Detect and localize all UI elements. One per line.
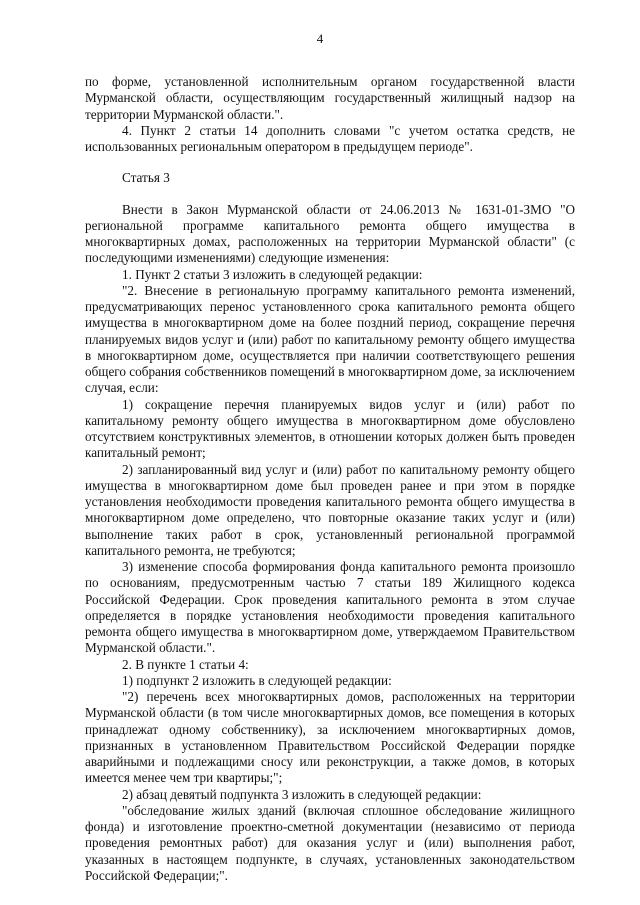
paragraph-subitem-2: 2) запланированный вид услуг и (или) работ по капитальному ремонту общего имущества в многоквартирном доме был проведен ранее и при этом в порядке установления необходимости проведения капитального ремонта общего имущества в многоквартирном доме определено, что повторные оказание таких услуг и (или) выполнение таких работ в срок, установленный региональной программой капитального ремонта, не требуются; [85, 461, 575, 558]
paragraph-subitem-2-1: 1) подпункт 2 изложить в следующей редакции: [122, 672, 392, 688]
page-number: 4 [316, 31, 324, 46]
paragraph-quote-survey: "обследование жилых зданий (включая сплошное обследование жилищного фонда) и изготовление проектно-сметной документации (независимо от периода проведения ремонтных работ) для оказания услуг и (или) выполнения работ, указанных в настоящем подпункте, в случаях, установленных законодательством Российской Федерации;". [85, 802, 575, 883]
document-body [85, 74, 575, 884]
paragraph-subitem-1: 1) сокращение перечня планируемых видов услуг и (или) работ по капитальному ремонту общего имущества в многоквартирном доме обусловлено отсутствием конструктивных элементов, в отношении которых должен быть проведен капитальный ремонт; [85, 396, 575, 461]
paragraph-intro: Внести в Закон Мурманской области от 24.06.2013 № 1631-01-ЗМО "О региональной программе капитального ремонта общего имущества в многоквартирных домах, расположенных на территории Мурманской области" (с последующими изменениями) следующие изменения: [85, 201, 575, 266]
paragraph-item-1: 1. Пункт 2 статьи 3 изложить в следующей редакции: [122, 266, 423, 282]
paragraph-continuation: по форме, установленной исполнительным органом государственной власти Мурманской области, осуществляющим государственный жилищный надзор на территории Мурманской области.". [85, 74, 575, 122]
paragraph-subitem-3: 3) изменение способа формирования фонда капитального ремонта произошло по основаниям, предусмотренным частью 7 статьи 189 Жилищного кодекса Российской Федерации. Срок проведения капитального ремонта в этом случае определяется в порядке установления необходимости проведения капитального ремонта общего имущества в многоквартирном доме, утверждаемом Правительством Мурманской области.". [85, 559, 575, 656]
paragraph-item-2: 2. В пункте 1 статьи 4: [122, 656, 249, 672]
paragraph-item-4: 4. Пункт 2 статьи 14 дополнить словами "с учетом остатка средств, не использованных региональным оператором в предыдущем периоде". [85, 122, 575, 154]
paragraph-subitem-2-2: 2) абзац девятый подпункта 3 изложить в следующей редакции: [122, 786, 482, 802]
paragraph-quote-list: "2) перечень всех многоквартирных домов, расположенных на территории Мурманской области (в том числе многоквартирных домов, все помещения в которых принадлежат одному собственнику), за исключением многоквартирных домов, признанных в установленном Правительством Российской Федерации порядке аварийными и подлежащими сносу или реконструкции, а также домов, в которых имеется менее чем три квартиры;"; [85, 689, 575, 786]
article-heading: Статья 3 [122, 170, 170, 186]
paragraph-quote-2: "2. Внесение в региональную программу капитального ремонта изменений, предусматривающих перенос установленного срока капитального ремонта общего имущества в многоквартирном доме на более поздний период, сокращение перечня планируемых видов услуг и (или) работ по капитальному ремонту общего имущества в многоквартирном доме, осуществляется при наличии соответствующего решения общего собрания собственников помещений в многоквартирном доме, за исключением случая, если: [85, 282, 575, 396]
